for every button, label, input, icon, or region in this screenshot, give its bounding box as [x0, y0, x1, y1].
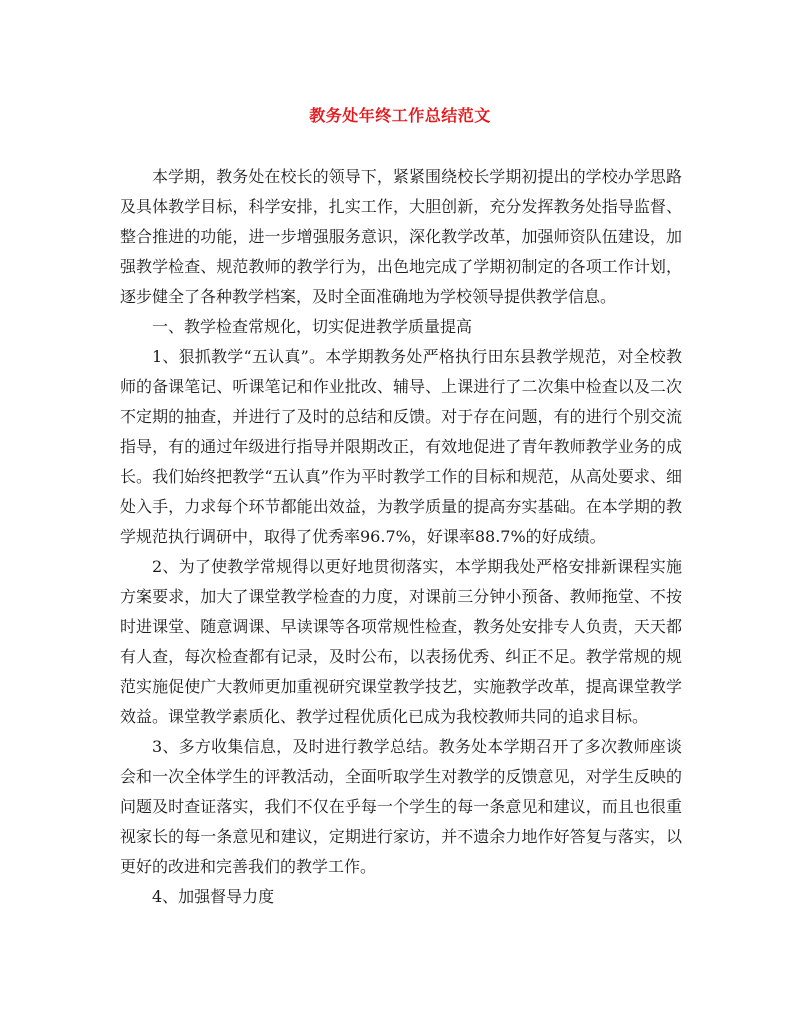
paragraph-item-2: 2、为了使教学常规得以更好地贯彻落实，本学期我处严格安排新课程实施方案要求，加大了课堂教学检查的力度，对课前三分钟小预备、教师拖堂、不按时进课堂、随意调课、早读课等各项常规性检查，教务处安排专人负责，天天都有人查，每次检查都有记录，及时公布，以表扬优秀、纠正不足。教学常规的规范实施促使广大教师更加重视研究课堂教学技艺，实施教学改革，提高课堂教学效益。课堂教学素质化、教学过程优质化已成为我校教师共同的追求目标。	[120, 557, 682, 726]
document-title: 教务处年终工作总结范文	[309, 106, 491, 125]
section-heading: 一、教学检查常规化，切实促进教学质量提高	[152, 317, 473, 336]
paragraph-item-1: 1、狠抓教学“五认真”。本学期教务处严格执行田东县教学规范，对全校教师的备课笔记、听课笔记和作业批改、辅导、上课进行了二次集中检查以及二次不定期的抽查，并进行了及时的总结和反馈。对于存在问题，有的进行个别交流指导，有的通过年级进行指导并限期改正，有效地促进了青年教师教学业务的成长。我们始终把教学“五认真”作为平时教学工作的目标和规范，从高处要求、细处入手，力求每个环节都能出效益，为教学质量的提高夯实基础。在本学期的教学规范执行调研中，取得了优秀率96.7%，好课率88.7%的好成绩。	[120, 347, 682, 546]
paragraph-item-3: 3、多方收集信息，及时进行教学总结。教务处本学期召开了多次教师座谈会和一次全体学生的评教活动，全面听取学生对教学的反馈意见，对学生反映的问题及时查证落实，我们不仅在乎每一个学生的每一条意见和建议，而且也很重视家长的每一条意见和建议，定期进行家访，并不遗余力地作好答复与落实，以更好的改进和完善我们的教学工作。	[120, 737, 682, 876]
intro-paragraph: 本学期，教务处在校长的领导下，紧紧围绕校长学期初提出的学校办学思路及具体教学目标，科学安排，扎实工作，大胆创新，充分发挥教务处指导监督、整合推进的功能，进一步增强服务意识，深化教学改革，加强师资队伍建设，加强教学检查、规范教师的教学行为，出色地完成了学期初制定的各项工作计划，逐步健全了各种教学档案，及时全面准确地为学校领导提供教学信息。	[120, 167, 682, 306]
paragraph-item-4: 4、加强督导力度	[152, 887, 275, 906]
document-body	[120, 162, 682, 912]
